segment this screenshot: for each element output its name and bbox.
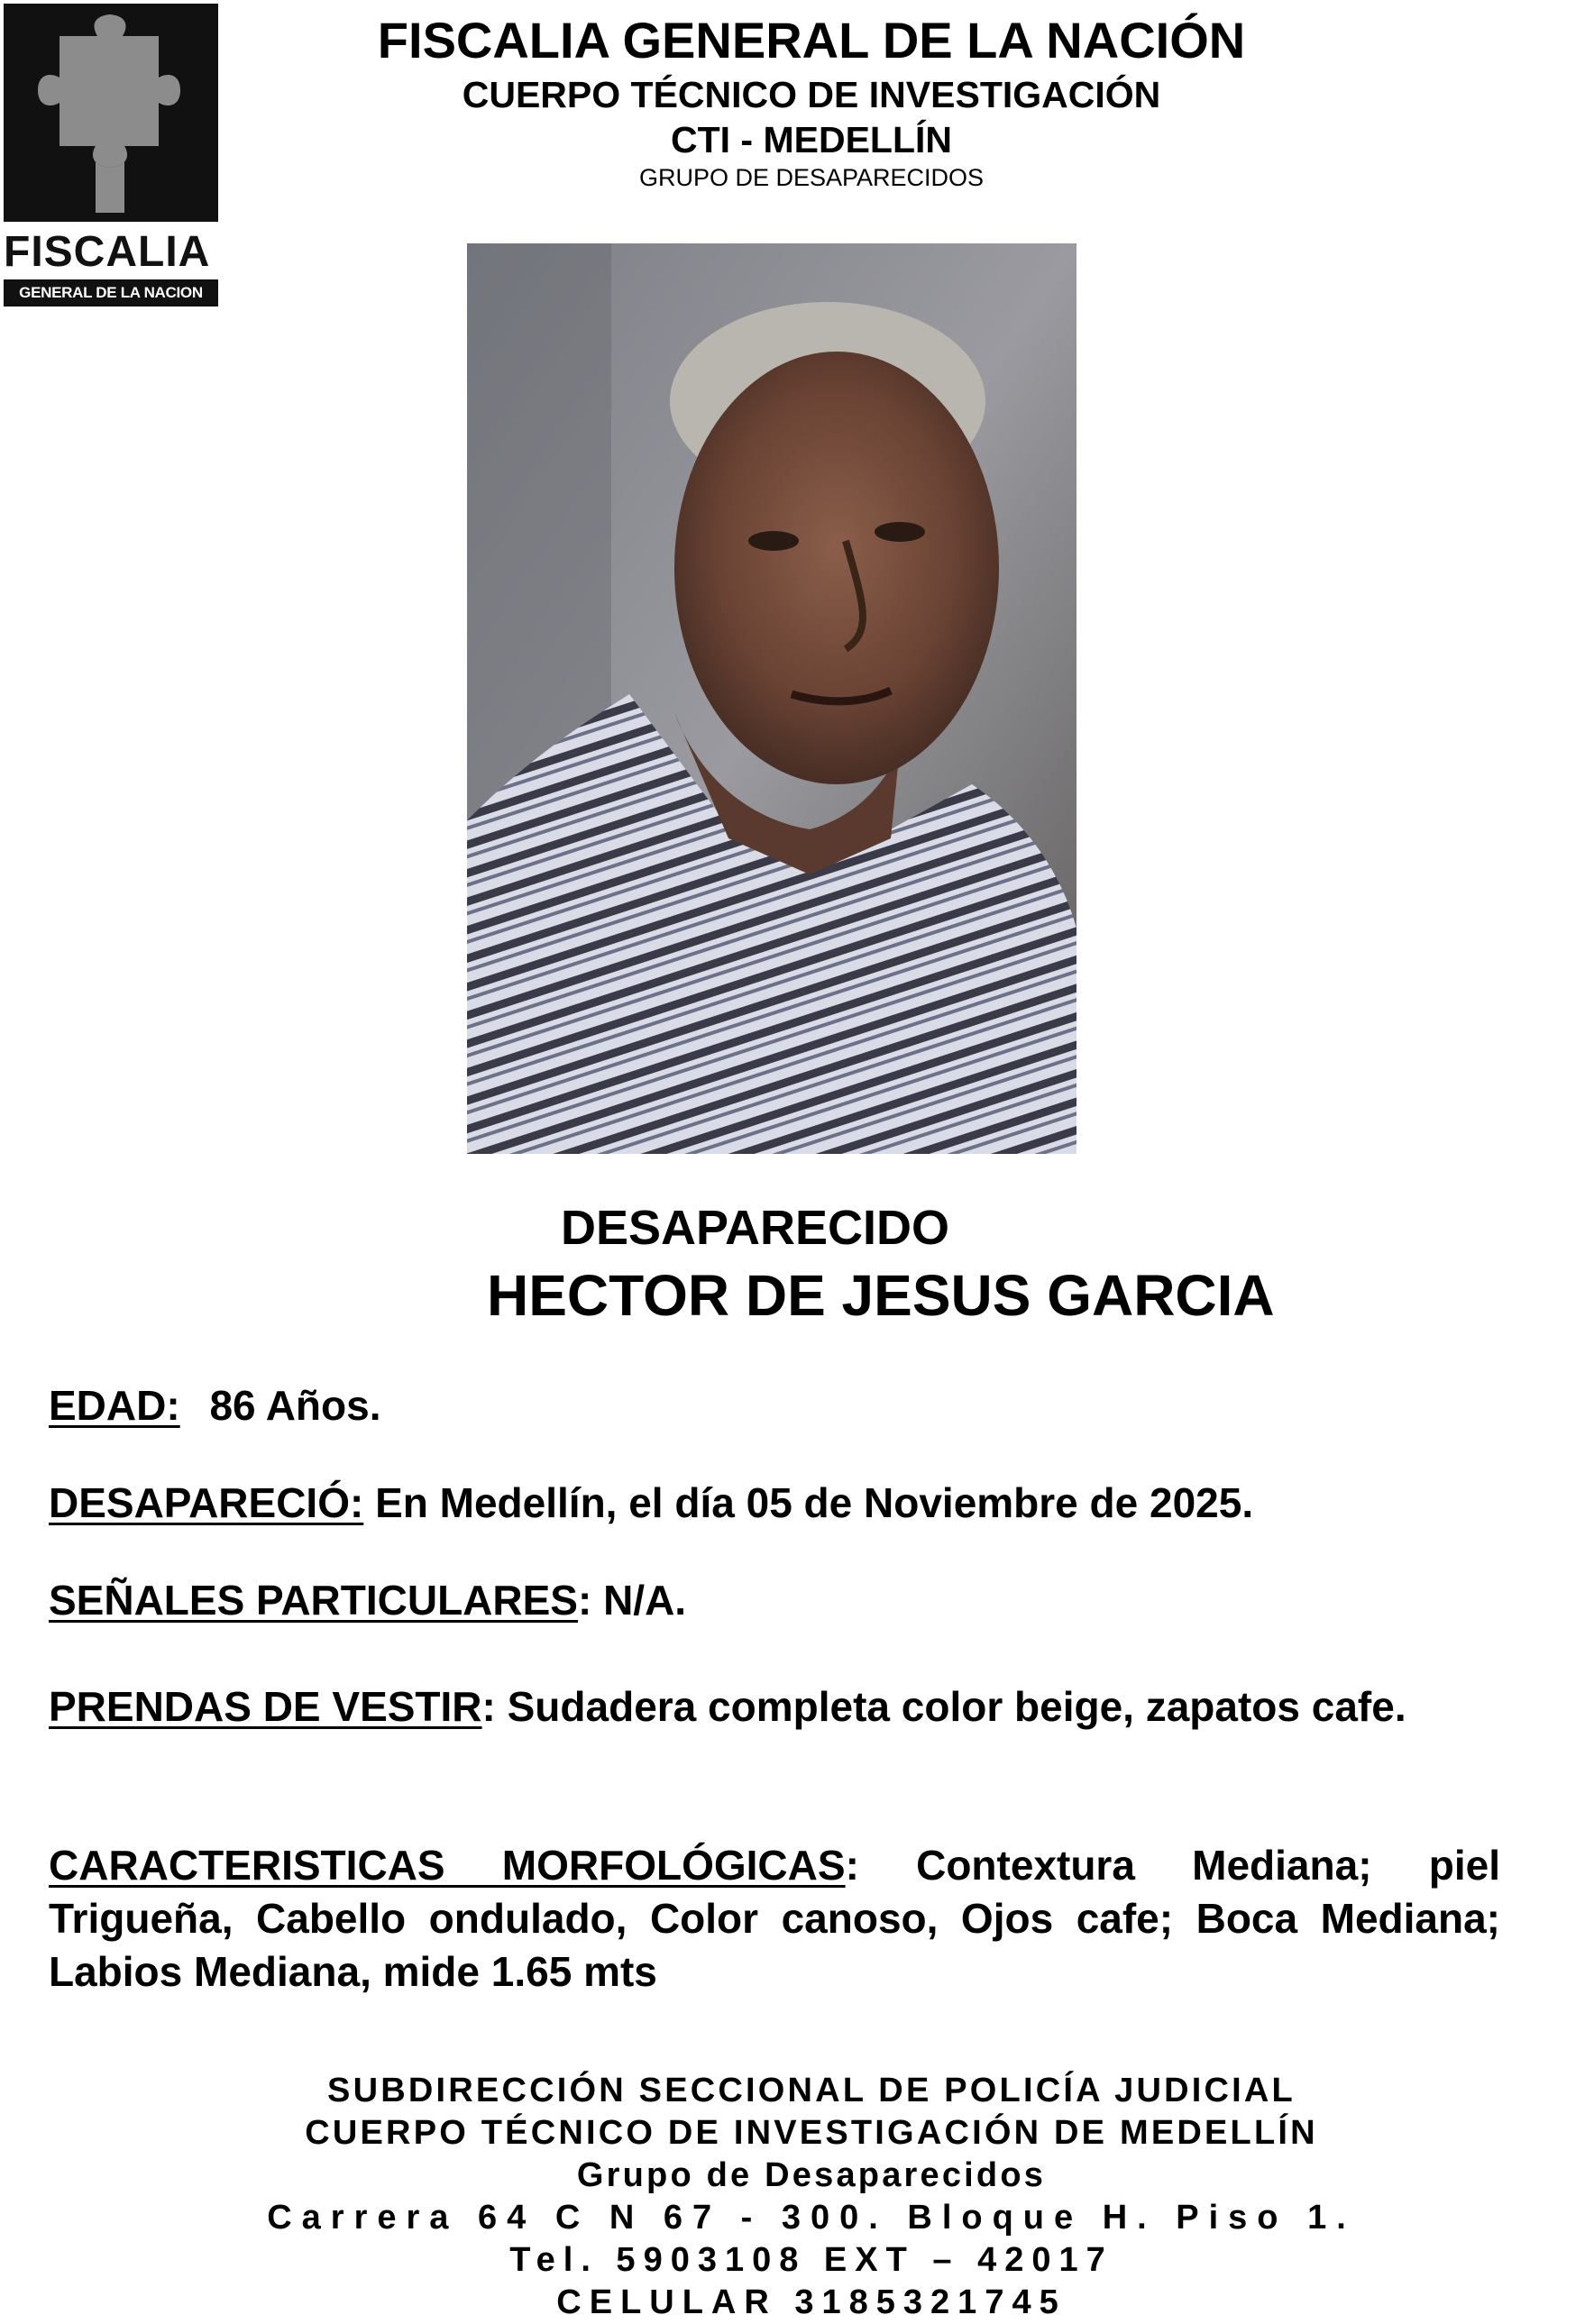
logo-subtitle: GENERAL DE LA NACION bbox=[4, 279, 218, 307]
features-paragraph bbox=[49, 1839, 1500, 1999]
features-label: CARACTERISTICAS MORFOLÓGICAS bbox=[49, 1842, 846, 1889]
marks-label: SEÑALES PARTICULARES bbox=[49, 1577, 578, 1624]
clothing-paragraph bbox=[49, 1680, 1500, 1734]
clothing-label: PRENDAS DE VESTIR bbox=[49, 1683, 482, 1730]
footer-mobile: CELULAR 3185321745 bbox=[556, 2283, 1067, 2321]
header-office: CTI - MEDELLÍN bbox=[670, 119, 953, 160]
disappeared-value: En Medellín, el día 05 de Noviembre de 2025. bbox=[375, 1479, 1254, 1526]
marks-line bbox=[49, 1574, 1500, 1627]
disappeared-line bbox=[49, 1477, 1500, 1530]
logo-wordmark: FISCALIA bbox=[4, 228, 211, 276]
footer-address: Carrera 64 C N 67 - 300. Bloque H. Piso 1. bbox=[267, 2199, 1356, 2237]
age-line bbox=[49, 1379, 1500, 1432]
fiscalia-logo bbox=[4, 4, 218, 307]
puzzle-piece-icon bbox=[4, 4, 218, 222]
footer-subdirection: SUBDIRECCIÓN SECCIONAL DE POLICÍA JUDICIAL bbox=[327, 2072, 1296, 2109]
header-body: CUERPO TÉCNICO DE INVESTIGACIÓN bbox=[462, 74, 1161, 115]
disappeared-label: DESAPARECIÓ: bbox=[49, 1479, 364, 1526]
header-group: GRUPO DE DESAPARECIDOS bbox=[638, 164, 985, 191]
clothing-value: : Sudadera completa color beige, zapatos cafe. bbox=[481, 1683, 1406, 1730]
footer-phone: Tel. 5903108 EXT – 42017 bbox=[509, 2241, 1113, 2279]
footer-group: Grupo de Desaparecidos bbox=[576, 2156, 1047, 2194]
missing-person-photo bbox=[467, 243, 1076, 1154]
age-value: 86 Años. bbox=[209, 1382, 381, 1429]
footer-body: CUERPO TÉCNICO DE INVESTIGACIÓN DE MEDELLÍN bbox=[305, 2114, 1318, 2152]
age-label: EDAD: bbox=[49, 1382, 180, 1429]
header-institution: FISCALIA GENERAL DE LA NACIÓN bbox=[377, 12, 1246, 69]
missing-person-name: HECTOR DE JESUS GARCIA bbox=[487, 1263, 1275, 1328]
marks-value: : N/A. bbox=[577, 1577, 687, 1624]
features-value: : Contextura Mediana; piel Trigueña, Cabello ondulado, Color canoso, Ojos cafe; Boca Mediana; Labios Mediana, mide 1.65 mts bbox=[49, 1842, 1500, 1995]
missing-status: DESAPARECIDO bbox=[561, 1201, 950, 1255]
